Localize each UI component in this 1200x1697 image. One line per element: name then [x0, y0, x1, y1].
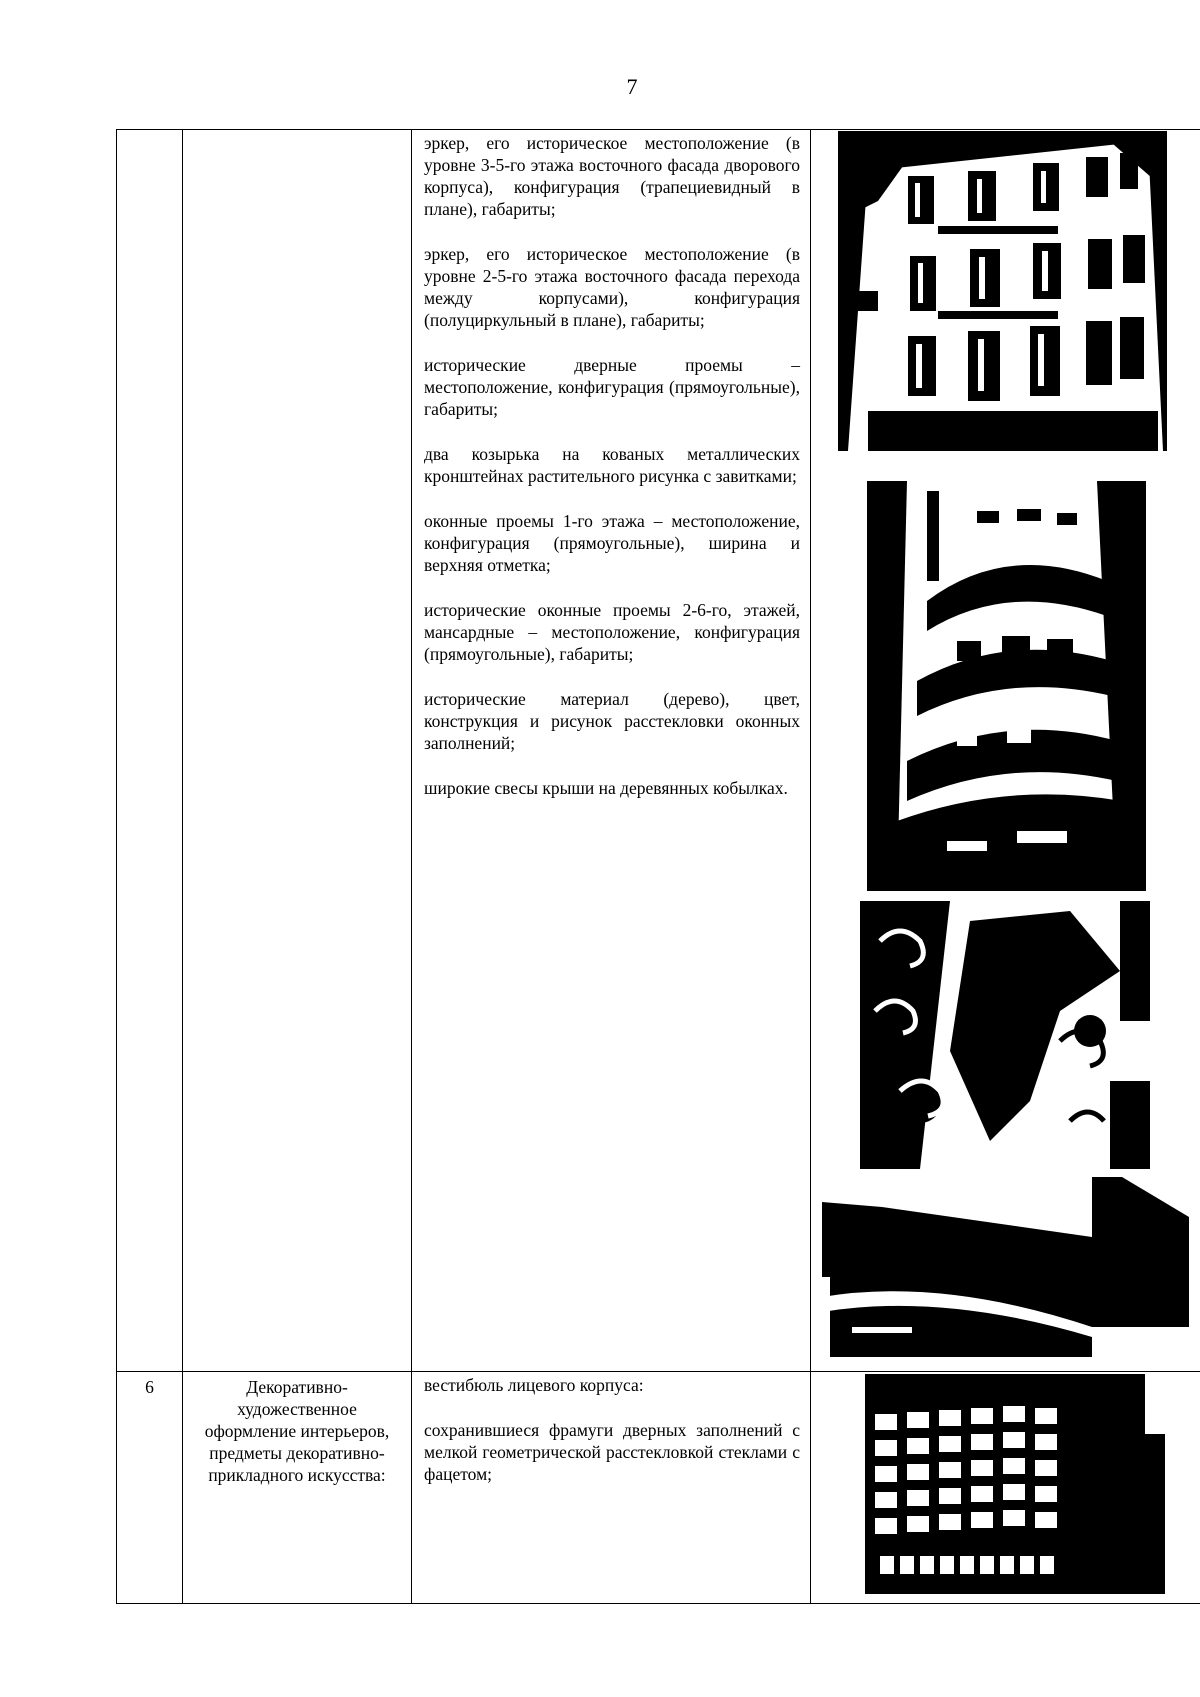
bay-window-facade-photo — [838, 131, 1167, 451]
description-paragraph: два козырька на кованых металлических кронштейнах растительного рисунка с завитками; — [424, 444, 800, 486]
table-row — [117, 1372, 1200, 1604]
monument-subject-table — [116, 129, 1200, 1604]
page-number: 7 — [626, 74, 638, 99]
description-paragraph: исторические материал (дерево), цвет, конструкция и рисунок расстекловки оконных заполнений; — [424, 689, 800, 753]
description-paragraph: исторические оконные проемы 2-6-го, этажей, мансардные – местоположение, конфигурация (прямоугольные), габариты; — [424, 600, 800, 664]
description-paragraph: эркер, его историческое местоположение (в уровне 3-5-го этажа восточного фасада дворового корпуса), конфигурация (трапециевидный в плане), габариты; — [424, 133, 800, 219]
door-transom-photo — [845, 1374, 1165, 1594]
photo-cell — [811, 130, 1200, 1372]
description-paragraph: эркер, его историческое местоположение (в уровне 2-5-го этажа восточного фасада перехода между корпусами), конфигурация (полуциркульный в плане), габариты; — [424, 244, 800, 330]
table-row — [117, 130, 1200, 1372]
description-cell — [412, 130, 811, 1372]
rounded-bay-window-photo — [867, 481, 1146, 891]
subject-name-cell — [183, 130, 412, 1372]
description-paragraph: исторические дверные проемы – местоположение, конфигурация (прямоугольные), габариты; — [424, 355, 800, 419]
description-paragraph: широкие свесы крыши на деревянных кобылках. — [424, 778, 788, 798]
description-cell — [412, 1372, 811, 1604]
row-number-cell — [117, 130, 183, 1372]
roof-eaves-photo — [822, 1177, 1189, 1357]
description-paragraph: оконные проемы 1-го этажа – местоположение, конфигурация (прямоугольные), ширина и верхняя отметка; — [424, 511, 800, 575]
subject-name-cell: Декоративно-художественное оформление интерьеров, предметы декоративно-прикладного искусства: — [183, 1372, 412, 1604]
description-paragraph: сохранившиеся фрамуги дверных заполнений с мелкой геометрической расстекловкой стеклами с фацетом; — [424, 1420, 800, 1484]
photo-cell — [811, 1372, 1200, 1604]
row-number-cell: 6 — [117, 1372, 183, 1604]
wrought-iron-canopy-photo — [860, 901, 1150, 1169]
description-paragraph: вестибюль лицевого корпуса: — [424, 1375, 644, 1395]
